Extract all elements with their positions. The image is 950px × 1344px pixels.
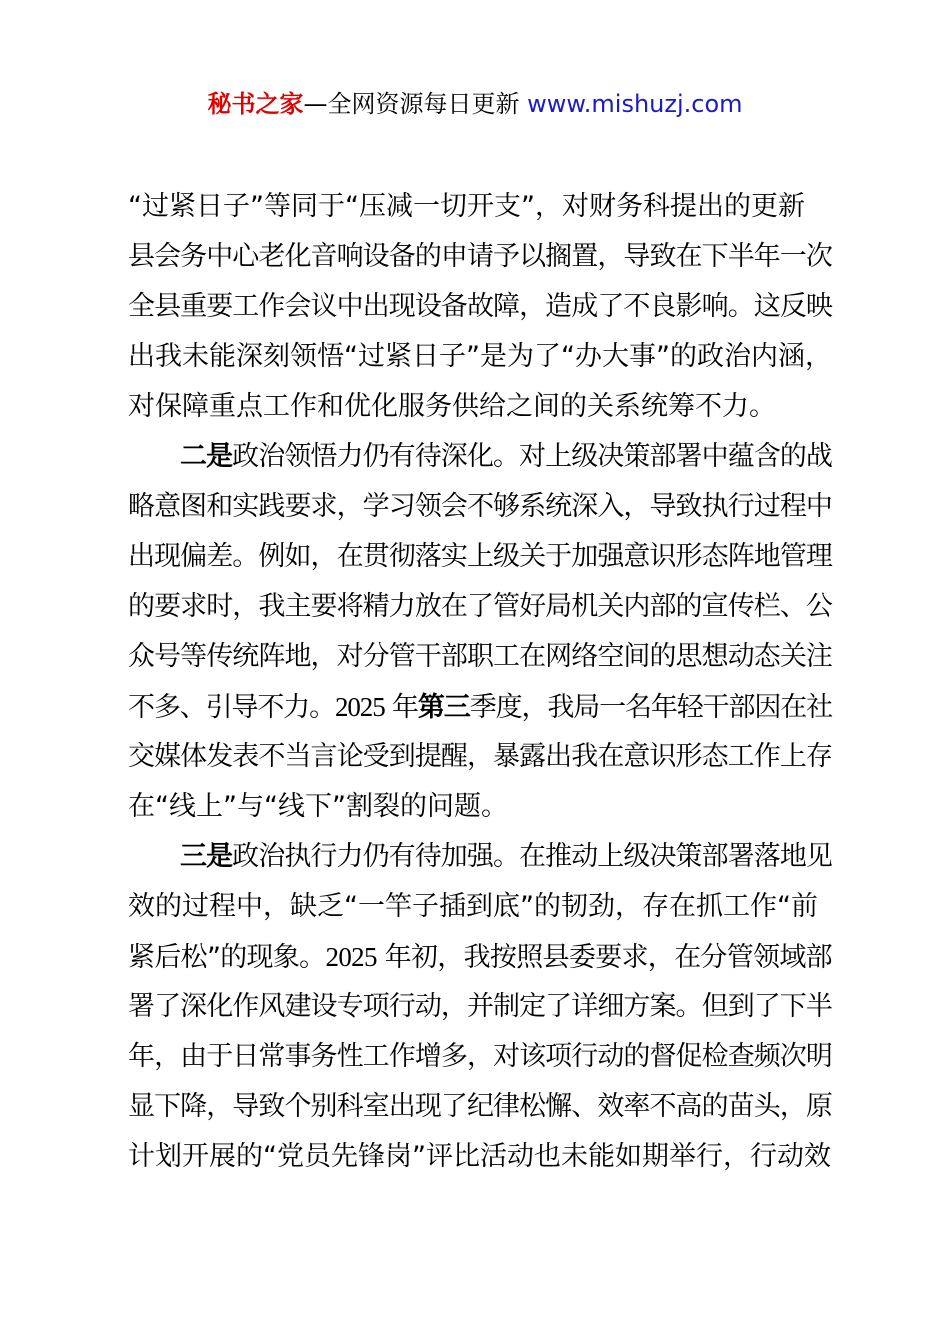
bold-text: 第三 [417,692,470,723]
text-line [128,382,832,432]
line-text: 显下降，导致个别科室出现了纪律松懈、效率不高的苗头，原 [128,1091,832,1122]
header-tagline: —全网资源每日更新 [303,90,528,118]
text-line [128,182,832,232]
page-header [0,86,950,122]
text-line [128,332,832,382]
year-number: 2025 [335,692,385,722]
line-text: 季度，我局一名年轻干部因在社 [469,692,833,723]
text-line [128,282,832,332]
text-line [128,1082,832,1132]
line-text: 年 [384,692,418,723]
paragraph-lead: 二是 [180,441,233,472]
brand-name: 秘书之家 [207,90,304,118]
text-line [128,682,832,732]
line-text: 对保障重点工作和优化服务供给之间的关系统筹不力。 [128,391,776,422]
line-text: 的要求时，我主要将精力放在了管好局机关内部的宣传栏、公 [128,591,832,622]
text-line [128,1132,832,1182]
line-text: 出现偏差。例如，在贯彻落实上级关于加强意识形态阵地管理 [128,541,832,572]
body-text [128,182,832,1182]
line-text: 县会务中心老化音响设备的申请予以搁置，导致在下半年一次 [128,241,832,272]
line-text: “过紧日子”等同于“压减一切开支”，对财务科提出的更新 [128,191,805,222]
line-text: 众号等传统阵地，对分管干部职工在网络空间的思想动态关注 [128,641,832,672]
paragraph-lead: 三是 [180,841,233,872]
line-text: 年，由于日常事务性工作增多，对该项行动的督促检查频次明 [128,1041,832,1072]
text-line [128,232,832,282]
line-text: 略意图和实践要求，学习领会不够系统深入，导致执行过程中 [128,491,832,522]
line-text: 紧后松”的现象。 [128,942,326,973]
year-number: 2025 [325,942,377,972]
text-line [128,1032,832,1082]
text-line [128,982,832,1032]
line-text: 计划开展的“党员先锋岗”评比活动也未能如期举行，行动效 [128,1141,831,1172]
line-text: 效的过程中，缺乏“一竿子插到底”的韧劲，存在抓工作“前 [128,891,818,922]
paragraph-start-line [128,432,832,482]
line-text: 在“线上”与“线下”割裂的问题。 [128,791,508,822]
text-line [128,482,832,532]
text-line [128,882,832,932]
text-line [128,632,832,682]
line-text: 不多、引导不力。 [128,692,336,723]
text-line [128,932,832,982]
line-text: 署了深化作风建设专项行动，并制定了详细方案。但到了下半 [128,991,832,1022]
line-text: 政治执行力仍有待加强。在推动上级决策部署落地见 [232,841,833,872]
line-text: 出我未能深刻领悟“过紧日子”是为了“办大事”的政治内涵， [128,341,832,372]
line-text: 交媒体发表不当言论受到提醒，暴露出我在意识形态工作上存 [128,741,832,772]
header-url-link[interactable]: www.mishuzj.com [527,90,743,118]
paragraph-start-line [128,832,832,882]
text-line [128,732,832,782]
text-line [128,782,832,832]
line-text: 年初，我按照县委要求，在分管领域部 [376,942,832,973]
line-text: 全县重要工作会议中出现设备故障，造成了不良影响。这反映 [128,291,832,322]
text-line [128,532,832,582]
text-line [128,582,832,632]
line-text: 政治领悟力仍有待深化。对上级决策部署中蕴含的战 [232,441,833,472]
